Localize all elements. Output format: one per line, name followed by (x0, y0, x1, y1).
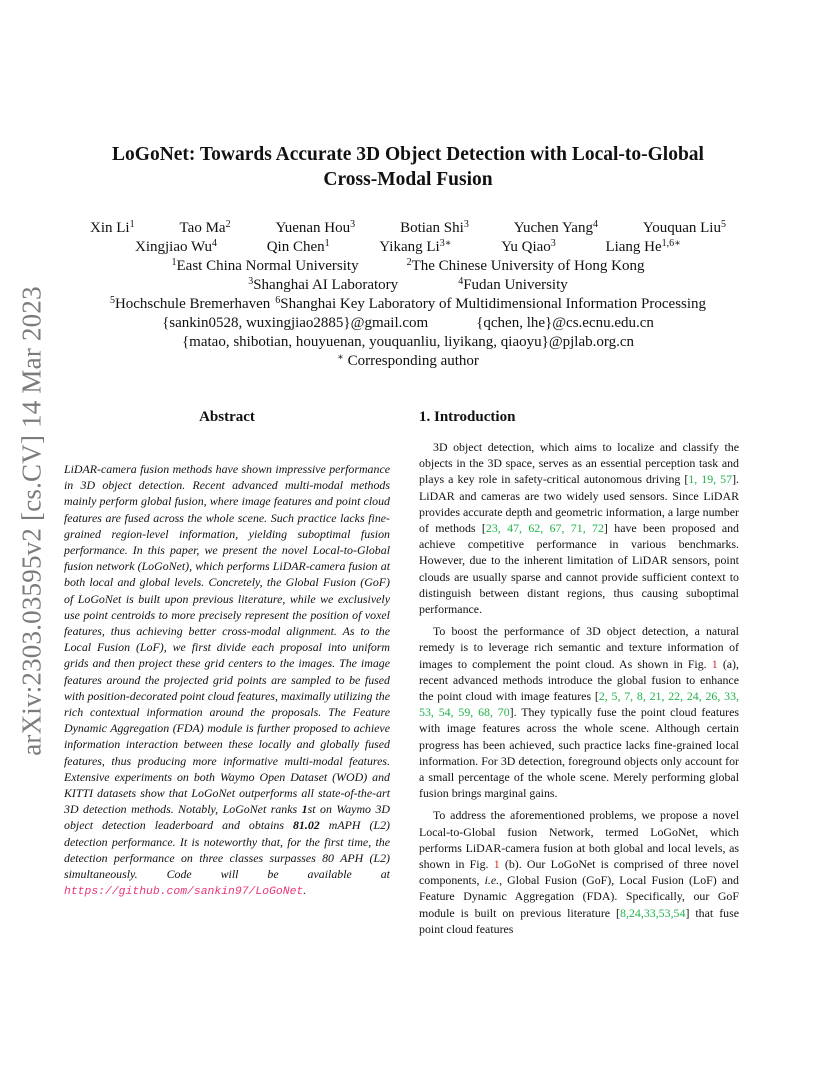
affiliation: $^3$Shanghai AI Laboratory (248, 276, 399, 293)
author: Qin Chen$^1$ (266, 238, 330, 255)
email-row-1 (70, 314, 746, 333)
intro-paragraph-2: To boost the performance of 3D object detection, a natural remedy is to leverage rich semantic and texture information of images to complement the point cloud. As shown in Fig. 1 (a), recent advanced methods introduce the global fusion to enhance the point cloud with image features [2, 5, 7, 8, 21, 22, 24, 26, 33, 53, 54, 59, 68, 70]. They typically fuse the point cloud features with image features across the whole scene. Although certain progress has been achieved, such practice lacks fine-grained local information. For 3D detection, foreground objects only account for a small percentage of the whole scene. Merely performing global fusion brings marginal gains. (419, 624, 740, 801)
author: Xin Li$^1$ (90, 219, 135, 236)
affiliation: $^1$East China Normal University (171, 257, 359, 274)
affiliation-row-1 (70, 257, 746, 276)
affiliation: $^4$Fudan University (458, 276, 568, 293)
abstract-heading: Abstract (199, 409, 255, 425)
title-line-2: Cross-Modal Fusion (323, 169, 493, 190)
author: Yikang $Li^{3∗}$ (379, 238, 452, 255)
abstract-text: LiDAR-camera fusion methods have shown impressive performance in 3D object detection. Recent advanced multi-modal methods mainly perform global fusion, where image features and point cloud features are fused across the whole scene. Such practice lacks fine-grained region-level information, yielding suboptimal fusion performance. In this paper, we present the novel Local-to-Global fusion network (LoGoNet), which performs LiDAR-camera fusion at both local and global levels. Concretely, the Global Fusion (GoF) of LoGoNet is built upon previous literature, while we exclusively use point centroids to more precisely represent the position of voxel features, thus achieving better cross-modal alignment. As to the Local Fusion (LoF), we first divide each proposal into uniform grids and then project these grid centers to the images. The image features around the projected grid points are sampled to be fused with position-decorated point cloud features, maximally utilizing the rich contextual information around the proposals. The Feature Dynamic Aggregation (FDA) module is further proposed to achieve information interaction between these locally and globally fused features, thus producing more informative multi-modal features. Extensive experiments on both Waymo Open Dataset (WOD) and KITTI datasets show that LoGoNet outperforms all state-of-the-art 3D detection methods. Notably, LoGoNet ranks 1st on Waymo 3D object detection leaderboard and obtains 81.02 mAPH (L2) detection performance. It is noteworthy that, for the first time, the detection performance on three classes surpasses 80 APH (L2) simultaneously. Code will be available at https://github.com/sankin97/LoGoNet. (64, 462, 391, 899)
affiliation: $^5$Hochschule Bremerhaven (109, 295, 271, 312)
affiliation-row-2 (70, 276, 746, 295)
citation-link[interactable]: 23, 47, 62, 67, 71, 72 (485, 521, 604, 536)
paper-title (80, 142, 736, 192)
figure-ref-link[interactable]: 1 (493, 857, 500, 872)
arxiv-id: arXiv:2303.03595v2 [cs.CV] 14 Mar 2023 (16, 286, 47, 756)
author-row-1 (70, 219, 746, 238)
intro-paragraph-3: To address the aforementioned problems, we propose a novel Local-to-Global fusion Network, termed LoGoNet, which performs LiDAR-camera fusion at both global and local levels, as shown in Fig. 1 (b). Our LoGoNet is comprised of three novel components, i.e., Global Fusion (GoF), Local Fusion (LoF) and Feature Dynamic Aggregation (FDA). Specifically, our GoF module is built on previous literature [8,24,33,53,54] that fuse point cloud features (419, 808, 740, 936)
author: Yuenan Hou$^3$ (275, 219, 356, 236)
affiliation: $^2$The Chinese University of Hong Kong (406, 257, 645, 274)
author: Botian Shi$^3$ (400, 219, 469, 236)
citation-link[interactable]: 8,24,33,53,54 (620, 905, 686, 920)
affiliation: $^6$Shanghai Key Laboratory of Multidimensional Information Processing (275, 295, 707, 312)
intro-paragraph-1: 3D object detection, which aims to localize and classify the objects in the 3D space, serves as an essential perception task and plays a key role in safety-critical autonomous driving [1, 19, 57]. LiDAR and cameras are two widely used sensors. Since LiDAR provides accurate depth and geometric information, a large number of methods [23, 47, 62, 67, 71, 72] have been proposed and achieve competitive performance in various benchmarks. However, due to the inherent limitation of LiDAR sensors, point clouds are usually sparse and cannot provide sufficient context to distinguish between distant regions, thus causing suboptimal performance. (419, 440, 739, 617)
arxiv-stamp (14, 286, 50, 756)
introduction-heading: 1. Introduction (419, 409, 516, 425)
code-link[interactable]: https://github.com/sankin97/LoGoNet (64, 886, 304, 899)
author: Youquan Liu$^5$ (642, 219, 726, 236)
author: Liang $He^{1,6∗}$ (605, 238, 681, 255)
email: {qchen, lhe}@cs.ecnu.edu.cn (476, 315, 654, 331)
score-value: 81.02 (292, 818, 320, 833)
citation-link[interactable]: 1, 19, 57 (688, 472, 733, 487)
title-line-1: LoGoNet: Towards Accurate 3D Object Detection with Local-to-Global (112, 144, 704, 165)
author-row-2 (70, 238, 746, 257)
introduction-body (419, 439, 739, 943)
email: {sankin0528, wuxingjiao2885}@gmail.com (162, 315, 429, 331)
author: Yu Qiao$^3$ (501, 238, 556, 255)
rank-value: 1 (301, 802, 308, 817)
author-block (70, 219, 746, 371)
corresponding-note: ∗ Corresponding author (337, 352, 479, 369)
citation-link[interactable]: 2, 5, 7, 8, 21, 22, 24, 26, 33, 53, 54, 59, 68, 70 (419, 689, 739, 720)
author: Tao Ma$^2$ (179, 219, 231, 236)
author: Yuchen Yang$^4$ (513, 219, 598, 236)
email-row-2 (70, 333, 746, 352)
affiliation-row-3 (70, 295, 746, 314)
email: {matao, shibotian, houyuenan, youquanliu, liyikang, qiaoyu}@pjlab.org.cn (181, 334, 635, 350)
author: Xingjiao Wu$^4$ (135, 238, 218, 255)
figure-ref-link[interactable]: 1 (711, 656, 718, 671)
